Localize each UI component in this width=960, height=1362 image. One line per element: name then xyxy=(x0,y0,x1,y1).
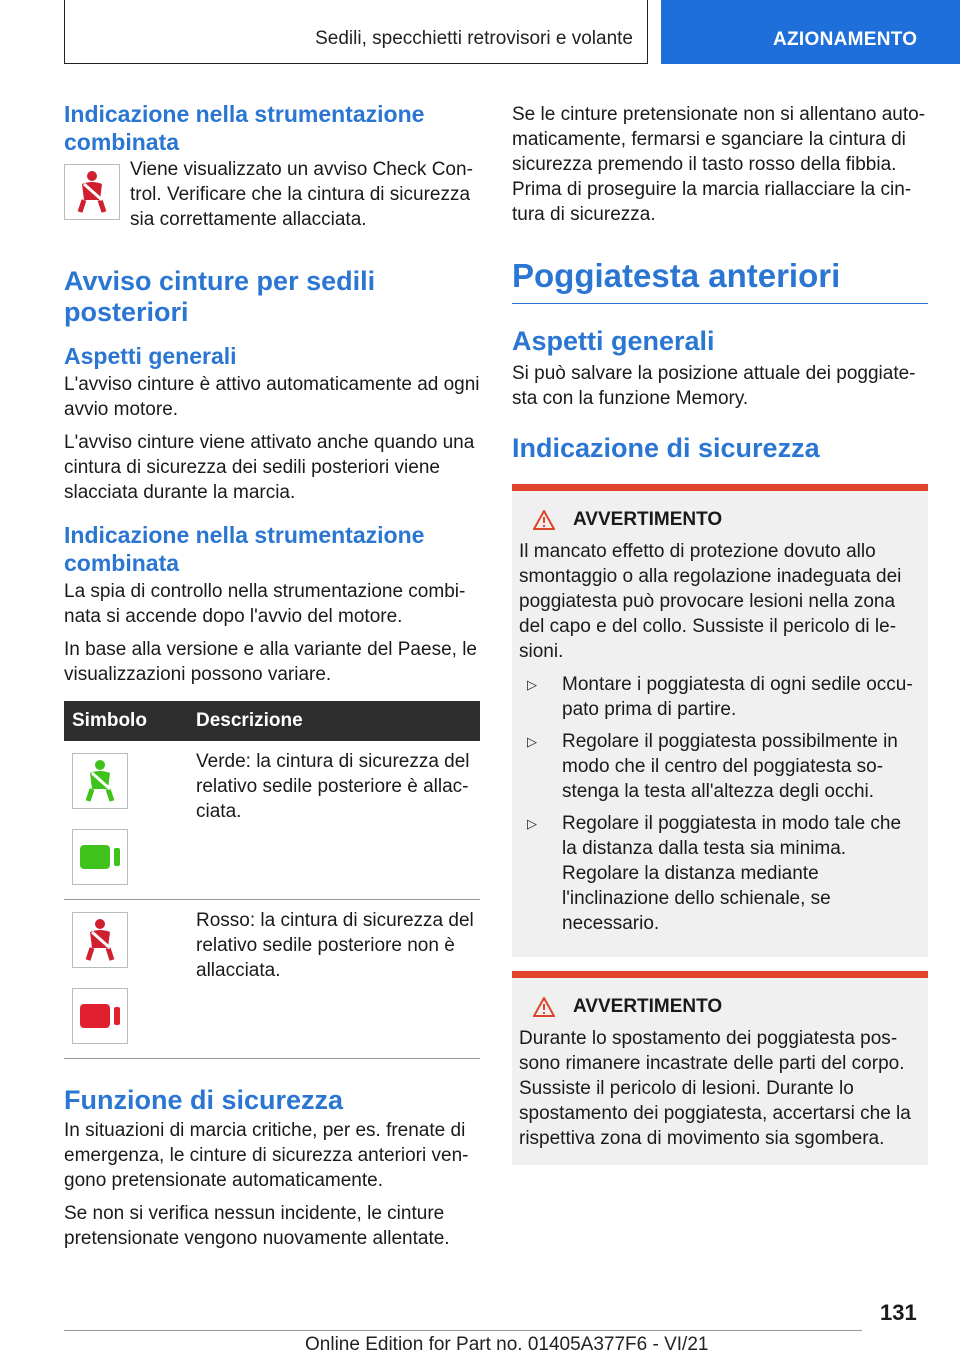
bullet-arrow-icon: ▷ xyxy=(527,677,537,692)
header-frame xyxy=(64,0,648,64)
table-row xyxy=(64,741,480,900)
warning-triangle-icon xyxy=(533,997,555,1017)
warning-title: AVVERTIMENTO xyxy=(573,509,723,530)
heading-safety-indication: Indicazione di sicurezza xyxy=(512,433,820,463)
chapter-tab-label: AZIONAMENTO xyxy=(773,29,918,50)
intro-paragraph: Se le cinture pretensionate non si allentano automaticamente, fermarsi e sganciare la cintura di sicurezza premendo il tasto rosso della fibbia. Prima di proseguire la marcia riallacciare la cintura di sicurezza. xyxy=(512,104,926,225)
warning-box-2 xyxy=(512,971,928,1165)
general-paragraph-1: L'avviso cinture è attivo automaticamente ad ogni avvio motore. xyxy=(64,374,480,420)
seatbelt-warning-icon xyxy=(64,164,120,220)
heading-safety-function: Funzione di sicurezza xyxy=(64,1085,344,1115)
list-item: ▷ Regolare il poggiatesta in modo tale che la distanza dalla testa sia minima. Regolare la distanza mediante l'inclinazione dello schienale, se necessario. xyxy=(519,811,921,936)
rear-seat-green-indicator-icon xyxy=(72,829,128,885)
heading-general-right: Aspetti generali xyxy=(512,326,715,356)
warning-box-1 xyxy=(512,484,928,957)
warning-list xyxy=(519,672,921,936)
bullet-arrow-icon: ▷ xyxy=(527,734,537,749)
cluster-paragraph-1: La spia di controllo nella strumentazione combinata si accende dopo l'avvio del motore. xyxy=(64,581,466,627)
table-cell-description: Verde: la cintura di sicurezza del relativo sedile posteriore è allacciata. xyxy=(188,741,480,900)
symbol-table xyxy=(64,701,480,1059)
page-number: 131 xyxy=(880,1300,917,1325)
table-cell-description: Rosso: la cintura di sicurezza del relativo sedile posteriore non è allacciata. xyxy=(188,900,480,1059)
safety-paragraph-1: In situazioni di marcia critiche, per es. frenate di emergenza, le cinture di sicurezza anteriori vengono pretensionate automaticamente. xyxy=(64,1120,469,1191)
heading-cluster-display: Indicazione nella strumentazione combinata xyxy=(64,101,425,155)
warning-title: AVVERTIMENTO xyxy=(573,996,723,1017)
cluster-text: Viene visualizzato un avviso Check Control. Verificare che la cintura di sicurezza sia correttamente allacciata. xyxy=(130,159,473,230)
warning-text: Durante lo spostamento dei poggiatesta possono rimanere incastrate delle parti del corpo. Sussiste il pericolo di lesioni. Durante lo spostamento dei poggiatesta, accertarsi che la rispettiva zona di movimento sia sgombera. xyxy=(519,1028,911,1149)
rear-seat-red-indicator-icon xyxy=(72,988,128,1044)
right-column xyxy=(512,100,928,1165)
general-text-right: Si può salvare la posizione attuale dei poggiatesta con la funzione Memory. xyxy=(512,363,916,409)
list-item: ▷ Regolare il poggiatesta possibilmente in modo che il centro del poggiatesta sostenga la testa all'altezza degli occhi. xyxy=(519,729,921,804)
table-row xyxy=(64,900,480,1059)
list-item: ▷ Montare i poggiatesta di ogni sedile occupato prima di partire. xyxy=(519,672,921,722)
cluster-paragraph-2: In base alla versione e alla variante del Paese, le visualizzazioni possono variare. xyxy=(64,639,477,685)
seatbelt-red-icon xyxy=(72,912,128,968)
table-header-description: Descrizione xyxy=(188,701,480,741)
section-title: Sedili, specchietti retrovisori e volante xyxy=(315,28,633,49)
table-header-symbol: Simbolo xyxy=(64,701,188,741)
general-paragraph-2: L'avviso cinture viene attivato anche quando una cintura di sicurezza dei sedili posteriori viene slacciata durante la marcia. xyxy=(64,432,475,503)
seatbelt-warning-block xyxy=(64,160,480,232)
warning-text: Il mancato effetto di protezione dovuto allo smontaggio o alla regolazione inadeguata dei poggiatesta può provocare lesioni nella zona del capo e del collo. Sussiste il pericolo di lesioni. xyxy=(519,541,902,662)
heading-cluster-display-2: Indicazione nella strumentazione combinata xyxy=(64,522,425,576)
heading-rear-belt-warning: Avviso cinture per sedili posteriori xyxy=(64,266,376,327)
seatbelt-green-icon xyxy=(72,753,128,809)
edition-text: Online Edition for Part no. 01405A377F6 - VI/21 xyxy=(305,1334,709,1355)
chapter-tab[interactable] xyxy=(661,0,960,64)
left-column xyxy=(64,100,480,1251)
safety-paragraph-2: Se non si verifica nessun incidente, le cinture pretensionate vengono nuovamente allentate. xyxy=(64,1203,450,1249)
warning-triangle-icon xyxy=(533,510,555,530)
heading-general: Aspetti generali xyxy=(64,343,237,369)
bullet-arrow-icon: ▷ xyxy=(527,816,537,831)
footer-divider xyxy=(64,1330,862,1331)
heading-front-headrests: Poggiatesta anteriori xyxy=(512,257,928,304)
